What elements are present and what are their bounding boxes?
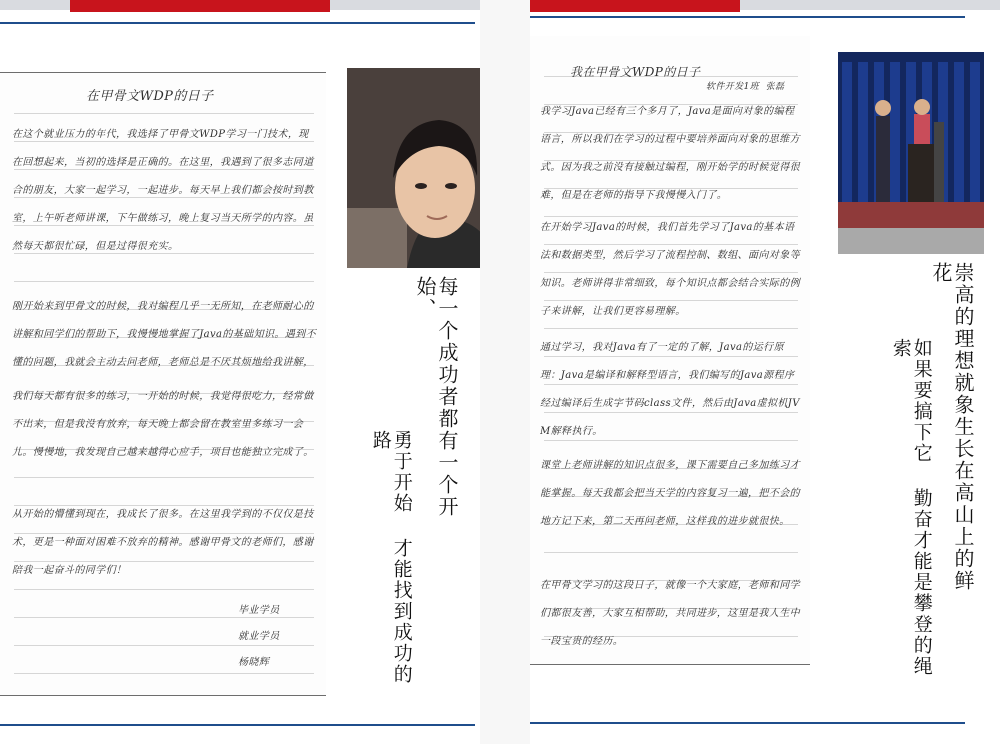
ruled-line (14, 589, 314, 590)
letter-paragraph: 刚开始来到甲骨文的时候，我对编程几乎一无所知，在老师耐心的讲解和同学们的帮助下，我慢慢地掌握了Java的基础知识。遇到不懂的问题，我就会主动去问老师，老师总是不厌其烦地给我讲解， (12, 301, 316, 368)
letter-header-note: 软件开发1班 张磊 (706, 82, 785, 92)
quote-line-2: 如果要搞下它 勤奋才能是攀登的绳索 (889, 338, 933, 677)
top-banner-red (530, 0, 740, 12)
letter-paragraph: 课堂上老师讲解的知识点很多，课下需要自己多加练习才能掌握。每天我都会把当天学的内容复习一遍，把不会的地方记下来，第二天再问老师，这样我的进步就很快。 (540, 460, 800, 527)
stage-illustration (838, 52, 984, 254)
left-page (0, 0, 480, 744)
letter-paragraph: 我学习Java已经有三个多月了，Java是面向对象的编程语言，所以我们在学习的过程中要培养面向对象的思维方式。因为我之前没有接触过编程，刚开始学的时候觉得很难，但是在老师的指导下我慢慢入门了。 (540, 106, 800, 201)
quote-line-1: 崇高的理想就象生长在高山上的鲜花 (929, 262, 975, 592)
top-banner-red (70, 0, 330, 12)
letter-paragraph: 在开始学习Java的时候，我们首先学习了Java的基本语法和数据类型，然后学习了流程控制、数组、面向对象等知识。老师讲得非常细致，每个知识点都会结合实际的例子来讲解，让我们更容易理解。 (540, 222, 800, 317)
podium-stage-photo (838, 52, 984, 254)
bottom-banner-line (0, 724, 475, 726)
page-gutter (480, 0, 530, 744)
letter-paragraph: 在这个就业压力的年代，我选择了甲骨文WDP学习一门技术，现在回想起来，当初的选择是正确的。在这里，我遇到了很多志同道合的朋友，大家一起学习，一起进步。每天早上我们都会按时到教室，上午听老师讲课，下午做练习，晚上复习当天所学的内容。虽然每天都很忙碌，但是过得很充实。 (12, 129, 314, 252)
letter-paragraph: 我们每天都有很多的练习，一开始的时候，我觉得很吃力，经常做不出来，但是我没有放弃，每天晚上都会留在教室里多练习一会儿。慢慢地，我发现自己越来越得心应手，项目也能独立完成了。 (12, 391, 314, 458)
bottom-banner-line (530, 722, 965, 724)
portrait-illustration (347, 68, 480, 268)
student-portrait-photo (347, 68, 480, 268)
ruled-line (14, 113, 314, 114)
letter-paragraph: 在甲骨文学习的这段日子，就像一个大家庭，老师和同学们都很友善，大家互相帮助，共同进步，这里是我人生中一段宝贵的经历。 (540, 580, 800, 647)
letter-title: 在甲骨文WDP的日子 (86, 89, 214, 104)
right-page (530, 0, 1000, 744)
handwritten-letter-left (0, 72, 326, 696)
handwritten-letter-right (530, 36, 810, 665)
ruled-line (544, 328, 798, 329)
letter-paragraph: 通过学习，我对Java有了一定的了解，Java的运行原理：Java是编译和解释型语言，我们编写的Java源程序经过编译后生成字节码class文件，然后由Java虚拟机JVM解释执行。 (540, 342, 800, 437)
letter-paragraph: 从开始的懵懂到现在，我成长了很多。在这里我学到的不仅仅是技术，更是一种面对困难不放弃的精神。感谢甲骨文的老师们，感谢陪我一起奋斗的同学们！ (12, 509, 314, 576)
top-banner-line (530, 16, 965, 18)
quote-line-2: 勇于开始 才能找到成功的路 (369, 430, 413, 685)
letter-title: 我在甲骨文WDP的日子 (570, 65, 701, 79)
top-banner-line (0, 22, 475, 24)
signature-line: 就业学员 (238, 631, 280, 642)
signature-line: 毕业学员 (238, 605, 280, 616)
ruled-line (14, 673, 314, 674)
signature-line: 杨晓辉 (238, 657, 270, 668)
quote-line-1: 每一个成功者都有一个开始、 (413, 276, 459, 518)
